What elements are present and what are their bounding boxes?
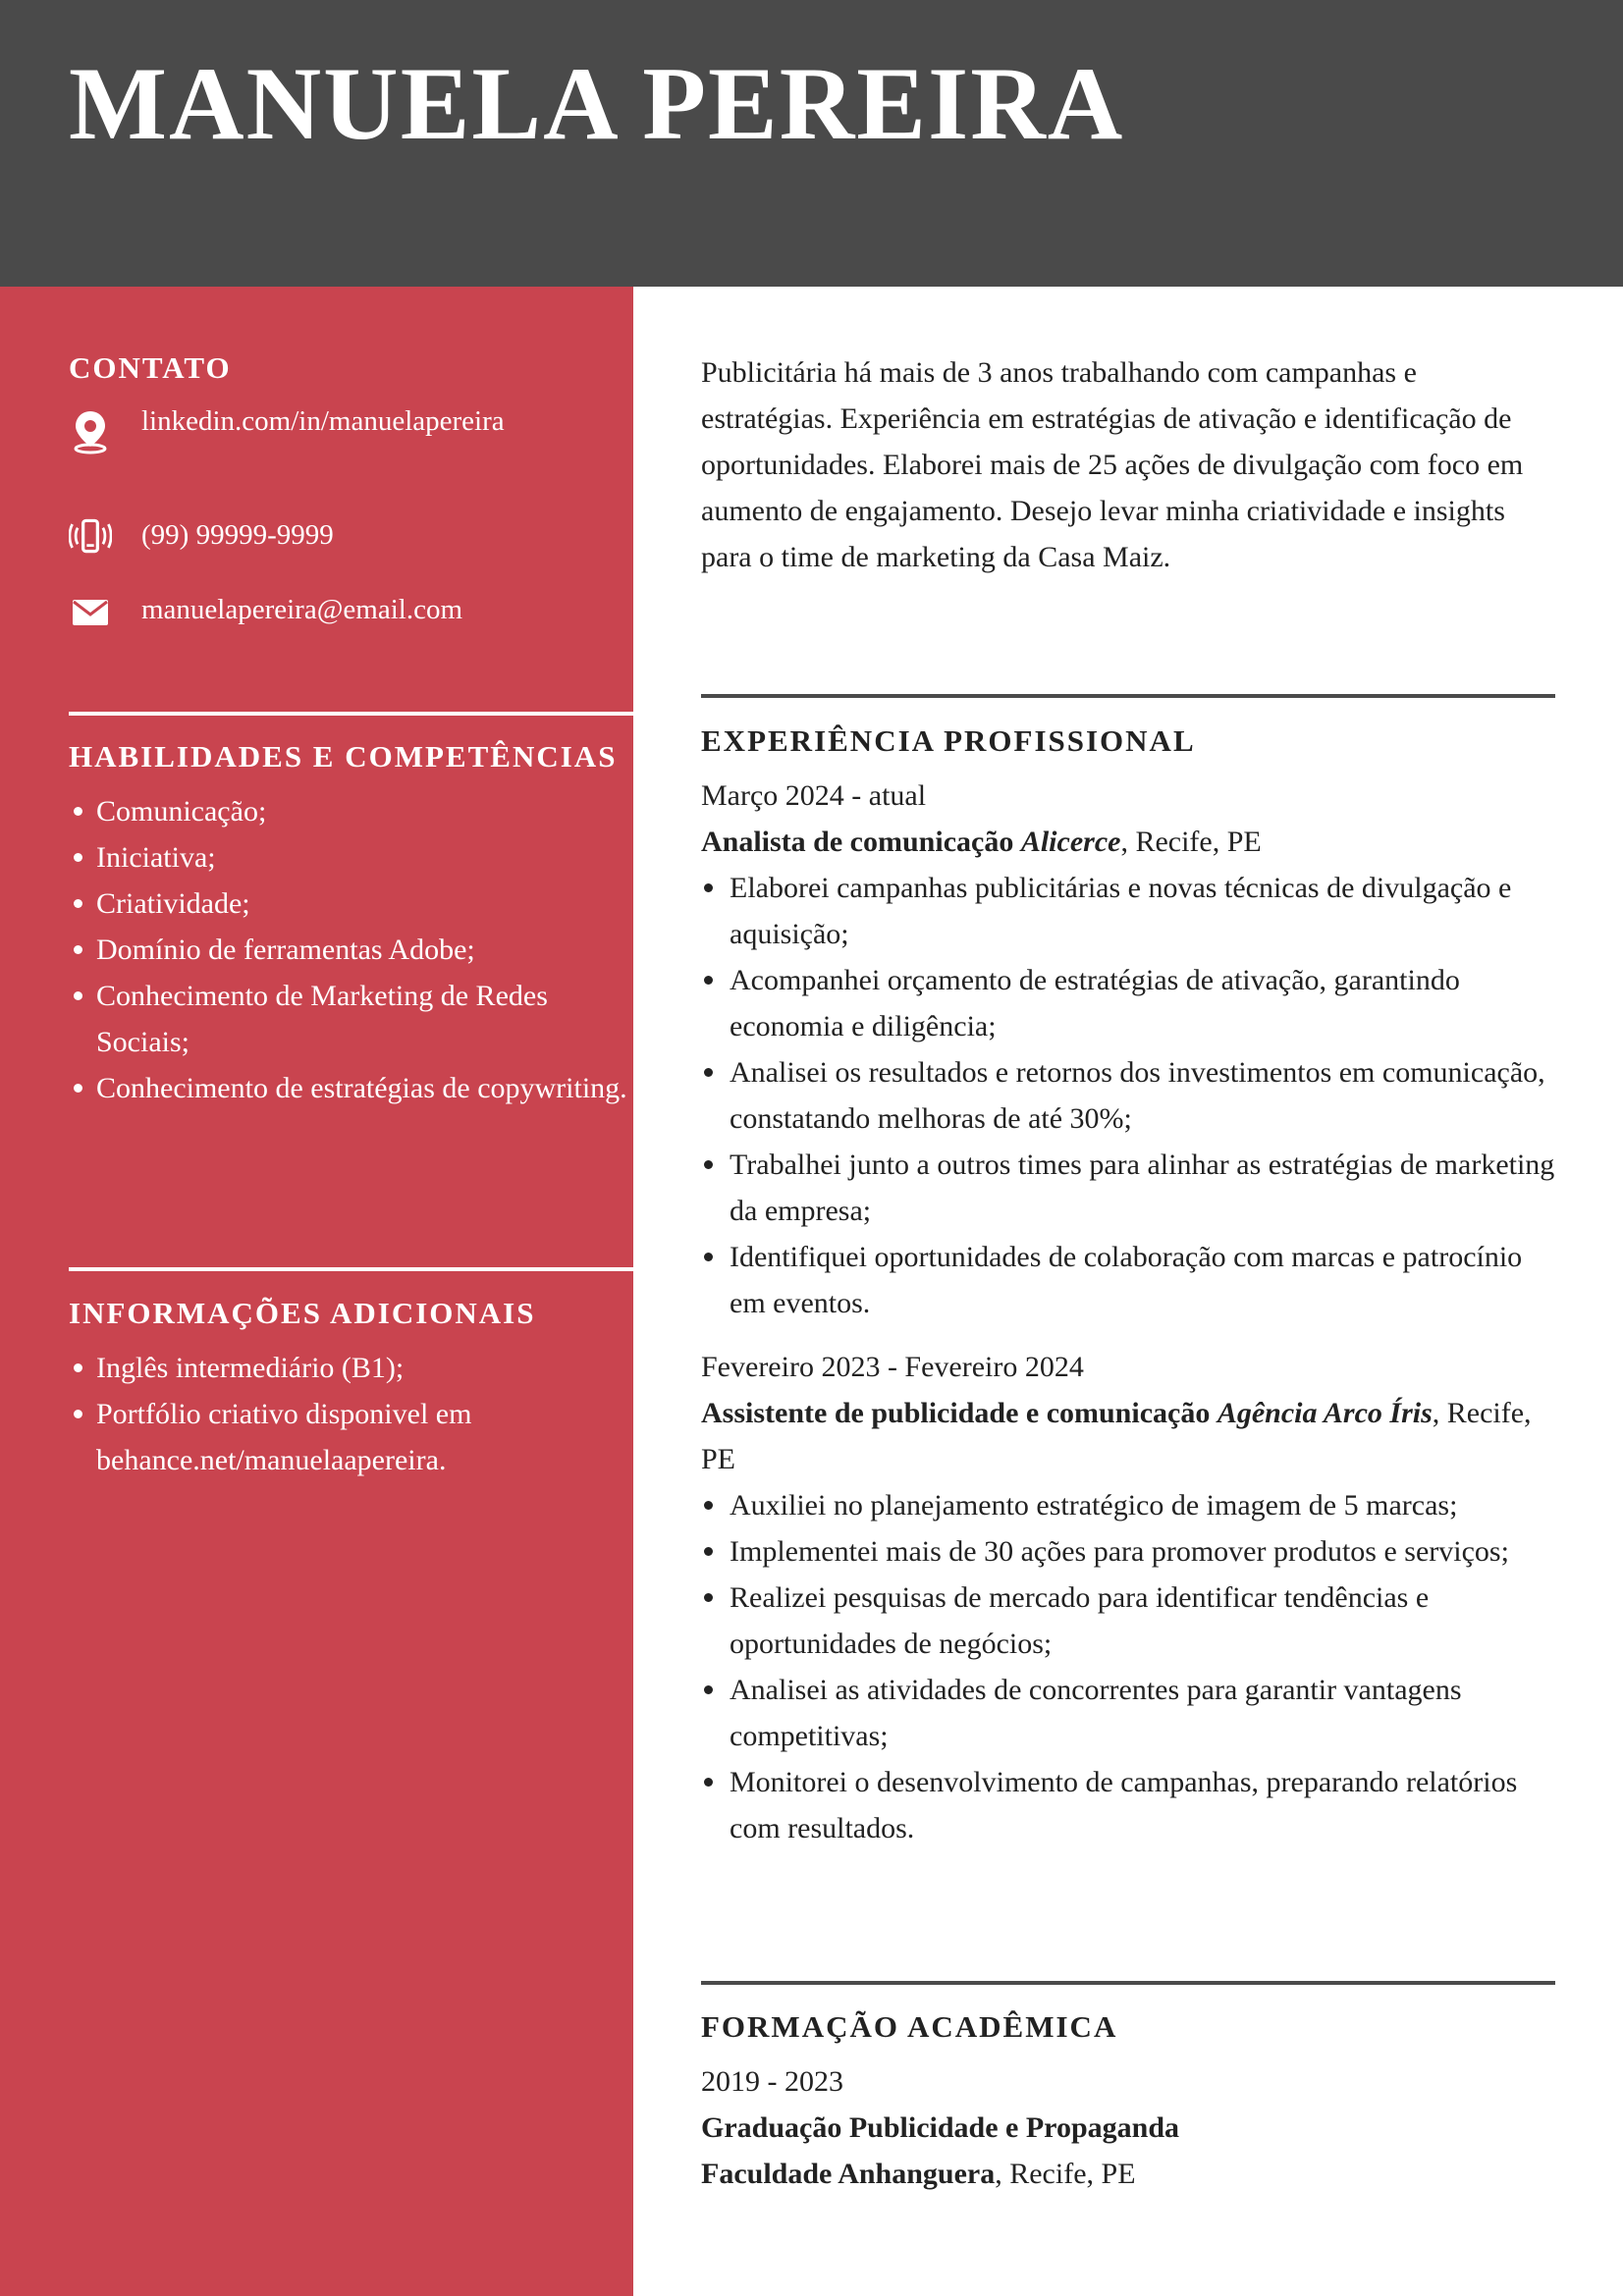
phone-vibrate-icon <box>69 514 112 558</box>
education-period: 2019 - 2023 <box>701 2065 843 2098</box>
job-bullets <box>701 1482 1555 1851</box>
job-role: Analista de comunicação <box>701 826 1014 858</box>
job-bullet: Analisei os resultados e retornos dos investimentos em comunicação, constatando melhoras de até 30%; <box>701 1049 1555 1142</box>
sidebar-divider <box>69 712 633 716</box>
skill-item: Conhecimento de estratégias de copywriting. <box>69 1065 633 1111</box>
experience-section <box>701 721 1555 1851</box>
job-location: , Recife, PE <box>701 1397 1532 1475</box>
job-bullet: Monitorei o desenvolvimento de campanhas, preparando relatórios com resultados. <box>701 1759 1555 1851</box>
job-bullet: Elaborei campanhas publicitárias e novas técnicas de divulgação e aquisição; <box>701 865 1555 957</box>
job-bullet: Trabalhei junto a outros times para alinhar as estratégias de marketing da empresa; <box>701 1142 1555 1234</box>
job-period: Fevereiro 2023 - Fevereiro 2024 <box>701 1351 1084 1383</box>
sidebar <box>0 287 633 2296</box>
sidebar-divider <box>69 1267 633 1271</box>
skill-item: Conhecimento de Marketing de Redes Sociais; <box>69 973 633 1065</box>
skill-item: Criatividade; <box>69 881 633 927</box>
skills-list <box>69 788 633 1111</box>
skills-title: HABILIDADES E COMPETÊNCIAS <box>69 739 618 774</box>
main-divider <box>701 1981 1555 1985</box>
education-title: FORMAÇÃO ACADÊMICA <box>701 2009 1118 2044</box>
additional-item: Portfólio criativo disponivel em behance.net/manuelaapereira. <box>69 1391 633 1483</box>
additional-item: Inglês intermediário (B1); <box>69 1345 633 1391</box>
additional-section <box>69 1293 633 1483</box>
profile-summary: Publicitária há mais de 3 anos trabalhando com campanhas e estratégias. Experiência em estratégias de ativação e identificação de oportunidades. Elaborei mais de 25 ações de divulgação com foco em aumento de engajamento. Desejo levar minha criatividade e insights para o time de marketing da Casa Maiz. <box>701 356 1524 573</box>
school-location: , Recife, PE <box>995 2158 1136 2190</box>
job-bullet: Auxiliei no planejamento estratégico de imagem de 5 marcas; <box>701 1482 1555 1528</box>
job-bullet: Implementei mais de 30 ações para promover produtos e serviços; <box>701 1528 1555 1575</box>
job-bullet: Analisei as atividades de concorrentes para garantir vantagens competitivas; <box>701 1667 1555 1759</box>
main-divider <box>701 694 1555 698</box>
education-section <box>701 2006 1555 2197</box>
email-address[interactable]: manuelapereira@email.com <box>141 594 463 625</box>
school-name: Faculdade Anhanguera <box>701 2158 996 2190</box>
additional-title: INFORMAÇÕES ADICIONAIS <box>69 1296 536 1330</box>
job-location: , Recife, PE <box>1120 826 1262 858</box>
job-entry <box>701 773 1555 1326</box>
job-title-line <box>701 819 1555 865</box>
skills-section <box>69 736 633 1111</box>
additional-list <box>69 1345 633 1483</box>
summary-section <box>701 349 1555 580</box>
job-period: Março 2024 - atual <box>701 779 927 812</box>
job-company: Alicerce <box>1020 826 1121 858</box>
phone-number[interactable]: (99) 99999-9999 <box>141 519 334 551</box>
job-bullet: Identifiquei oportunidades de colaboração com marcas e patrocínio em eventos. <box>701 1234 1555 1326</box>
skill-item: Comunicação; <box>69 788 633 834</box>
job-bullets <box>701 865 1555 1326</box>
education-degree: Graduação Publicidade e Propaganda <box>701 2111 1180 2144</box>
skill-item: Domínio de ferramentas Adobe; <box>69 927 633 973</box>
contact-title: CONTATO <box>69 350 232 385</box>
job-bullet: Realizei pesquisas de mercado para identificar tendências e oportunidades de negócios; <box>701 1575 1555 1667</box>
job-entry <box>701 1344 1555 1851</box>
job-bullet: Acompanhei orçamento de estratégias de ativação, garantindo economia e diligência; <box>701 957 1555 1049</box>
education-school <box>701 2151 1555 2197</box>
contact-section <box>69 347 633 625</box>
envelope-icon <box>69 591 112 634</box>
skill-item: Iniciativa; <box>69 834 633 881</box>
job-title-line <box>701 1390 1555 1482</box>
job-company: Agência Arco Íris <box>1217 1397 1433 1429</box>
candidate-name: MANUELA PEREIRA <box>69 46 1125 161</box>
jobs-list <box>701 773 1555 1851</box>
location-pin-icon <box>69 410 112 454</box>
experience-title: EXPERIÊNCIA PROFISSIONAL <box>701 723 1196 758</box>
header-banner <box>0 0 1623 287</box>
job-role: Assistente de publicidade e comunicação <box>701 1397 1211 1429</box>
linkedin-url[interactable]: linkedin.com/in/manuelapereira <box>141 405 505 437</box>
